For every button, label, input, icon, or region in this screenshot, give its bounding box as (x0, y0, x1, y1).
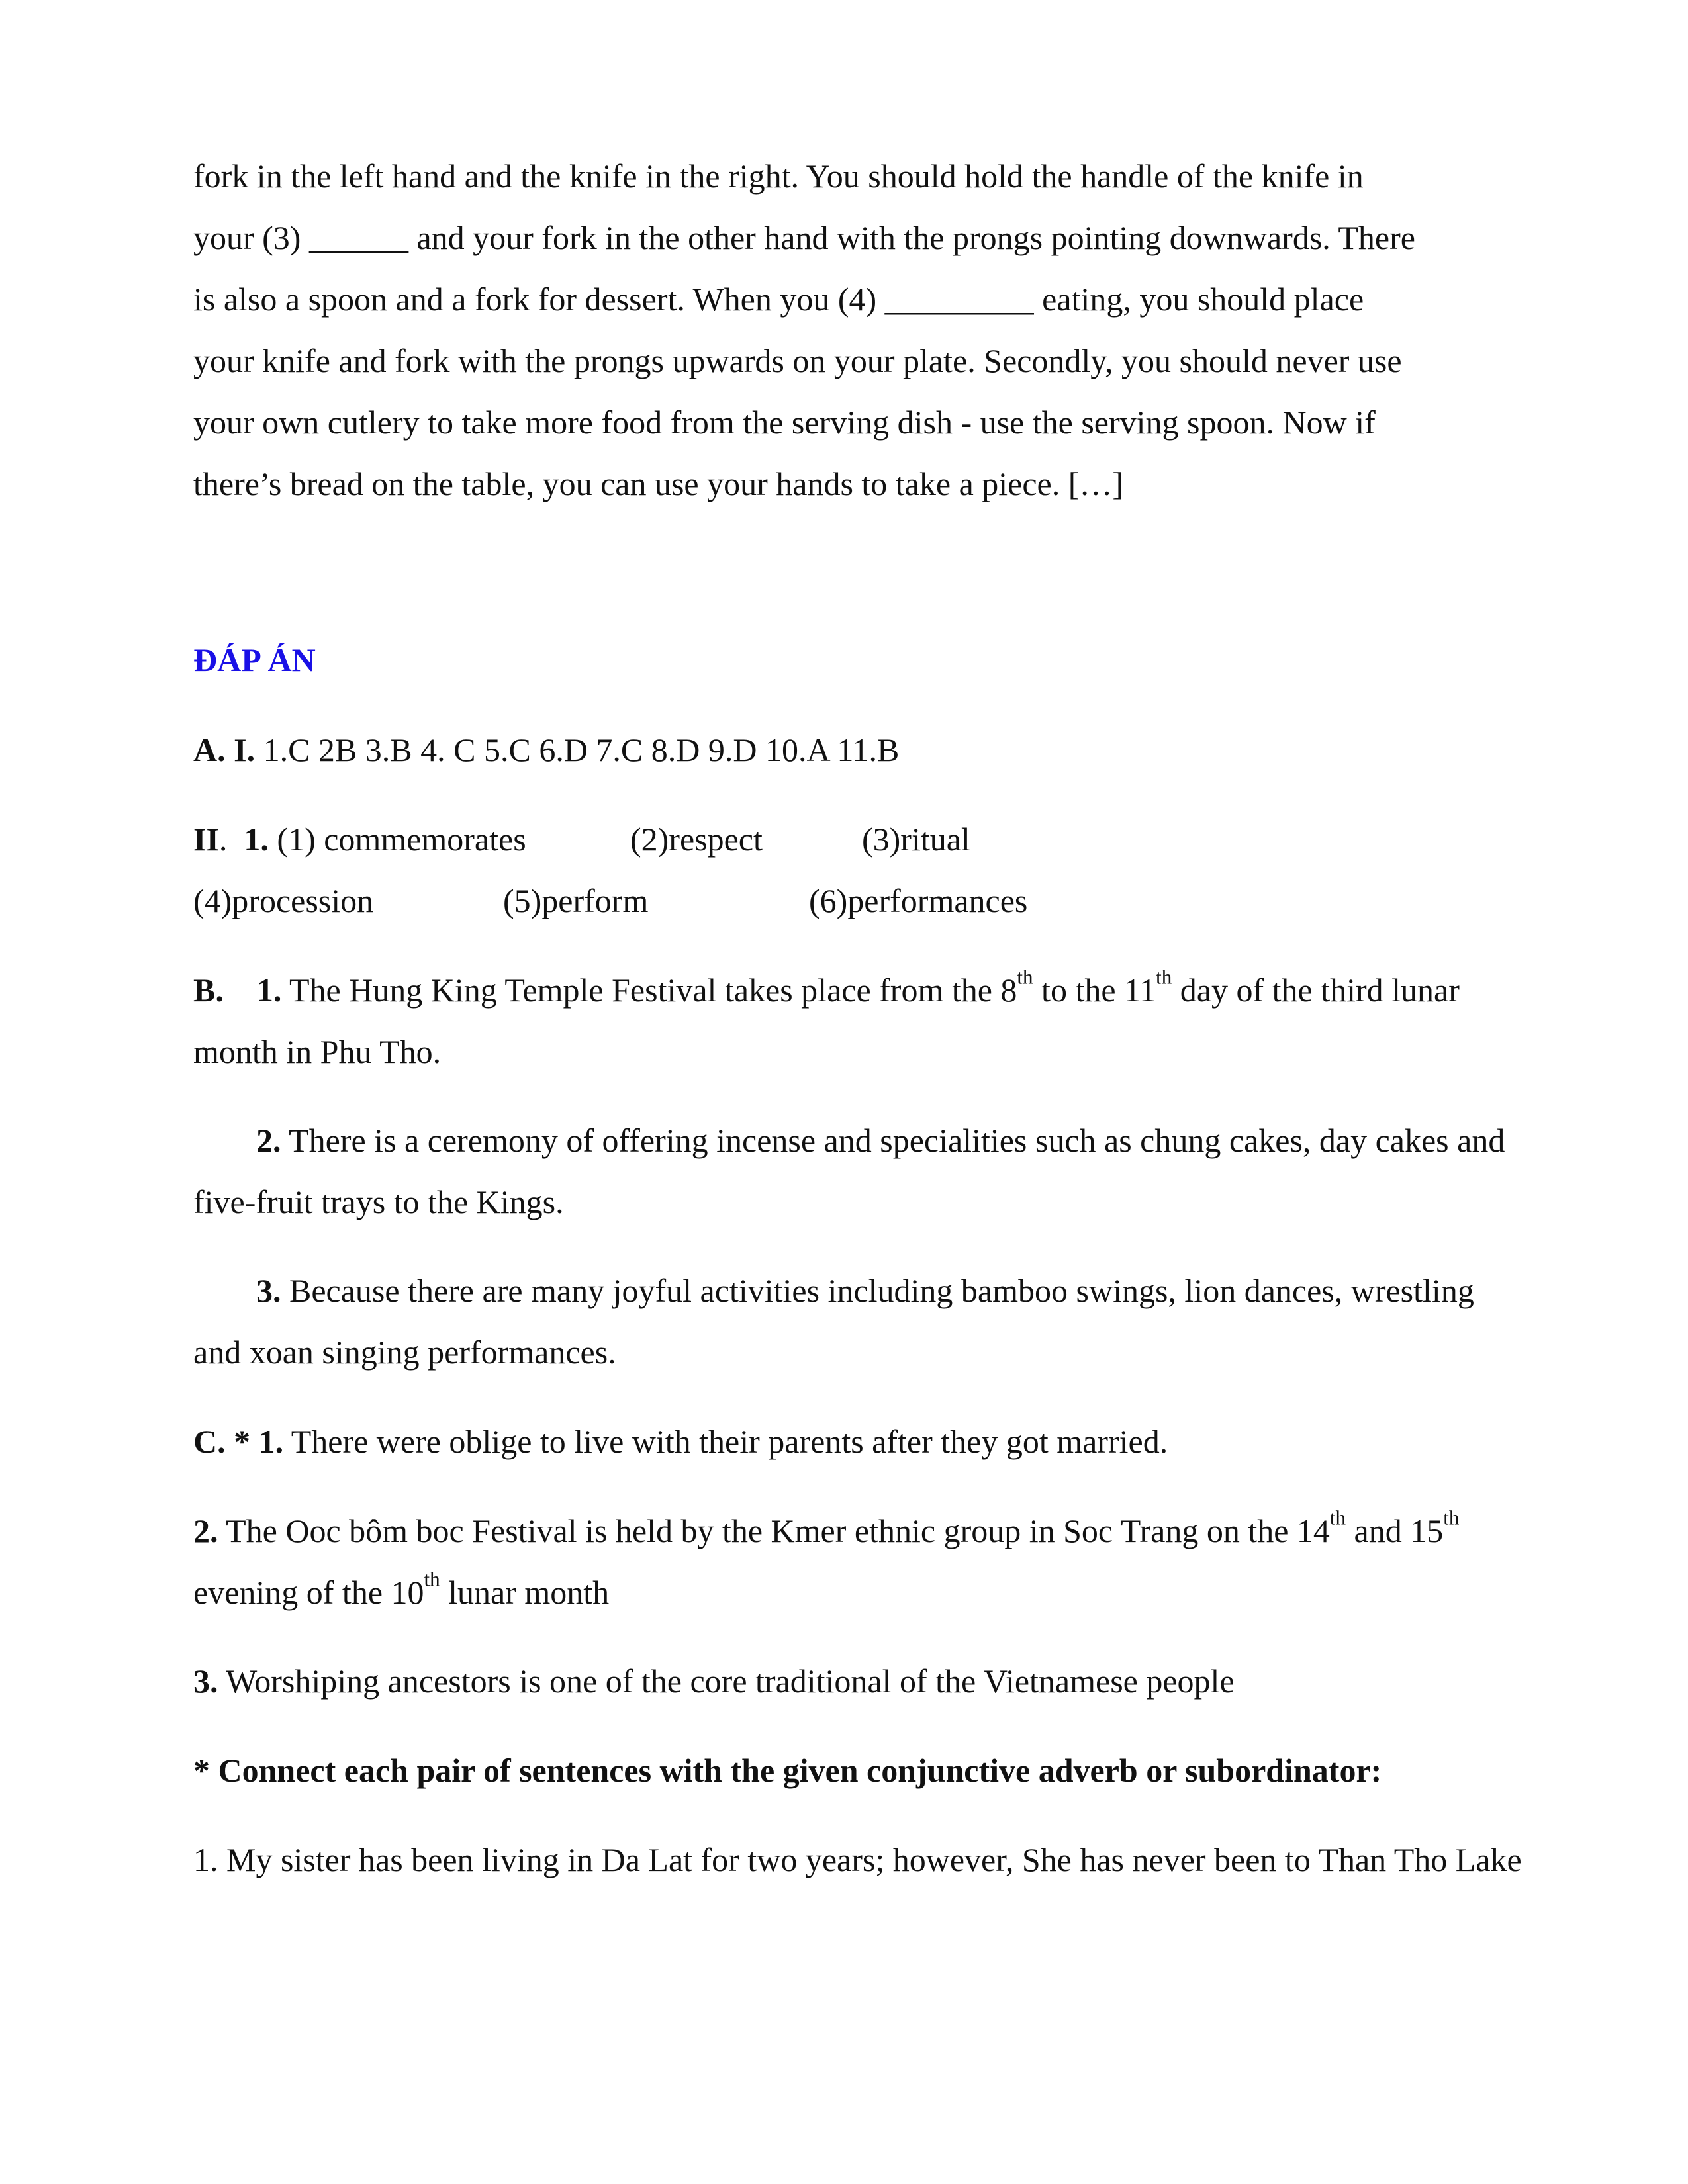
section-ii-answer: (6)performances (809, 882, 1028, 919)
reading-passage (193, 146, 1524, 515)
section-ii-header (193, 809, 526, 870)
section-ii-answer: (3)ritual (862, 821, 970, 858)
section-ii-answer: (1) commemorates (277, 821, 526, 858)
section-c-q2 (193, 1500, 1524, 1623)
section-ii-num: 1. (244, 821, 269, 858)
section-c-label: C. * 1. (193, 1423, 284, 1460)
section-c-q3 (193, 1651, 1524, 1712)
question-number: 3. (256, 1272, 281, 1309)
question-number: 1. (256, 972, 282, 1009)
answer-text: The Hung King Temple Festival takes place from the 8 (281, 972, 1017, 1009)
answer-key-heading: ĐÁP ÁN (193, 641, 316, 678)
section-a-items: 1.C 2B 3.B 4. C 5.C 6.D 7.C 8.D 9.D 10.A 11.B (263, 731, 900, 768)
section-b-q1 (193, 960, 1524, 1083)
ordinal-suffix: th (1443, 1506, 1460, 1529)
question-number: 2. (256, 1122, 281, 1159)
ordinal-suffix: th (1156, 965, 1172, 989)
answer-text: to the 11 (1033, 972, 1156, 1009)
connect-item-1: 1. My sister has been living in Da Lat for two years; however, She has never been to Than Tho Lake (193, 1841, 1522, 1878)
answer-text: Worshiping ancestors is one of the core traditional of the Vietnamese people (218, 1662, 1235, 1700)
answer-text: The Ooc bôm boc Festival is held by the Kmer ethnic group in Soc Trang on the 14 (218, 1512, 1330, 1549)
section-b-label: B. (193, 972, 224, 1009)
passage-line: there’s bread on the table, you can use your hands to take a piece. […] (193, 465, 1124, 502)
answer-text: lunar month (440, 1574, 610, 1611)
answer-text: There is a ceremony of offering incense and specialities such as chung cakes, day cakes and five-fruit trays to the Kings. (193, 1122, 1505, 1220)
answer-text: day of the third lunar month in Phu Tho. (193, 972, 1460, 1070)
answer-text: There were oblige to live with their parents after they got married. (283, 1423, 1168, 1460)
section-ii-label: II (193, 821, 219, 858)
section-c-q1 (193, 1411, 1524, 1473)
section-ii-answer: (5)perform (503, 882, 649, 919)
ordinal-suffix: th (1329, 1506, 1346, 1529)
answer-text: Because there are many joyful activities including bamboo swings, lion dances, wrestling and xoan singing performances. (193, 1272, 1474, 1371)
answer-text: and 15 (1346, 1512, 1444, 1549)
passage-line: your (3) ______ and your fork in the other hand with the prongs pointing downwards. There (193, 219, 1415, 256)
passage-line: your knife and fork with the prongs upwards on your plate. Secondly, you should never use (193, 342, 1402, 379)
section-ii-separator: . (218, 821, 244, 858)
section-ii-answer: (2)respect (630, 821, 763, 858)
ordinal-suffix: th (1017, 965, 1033, 989)
answer-text: evening of the 10 (193, 1574, 424, 1611)
section-b-q3 (193, 1260, 1524, 1383)
connect-heading: * Connect each pair of sentences with the given conjunctive adverb or subordinator: (193, 1752, 1382, 1789)
section-ii-answer: (4)procession (193, 882, 374, 919)
section-a-label: A. I. (193, 731, 256, 768)
question-number: 3. (193, 1662, 218, 1700)
ordinal-suffix: th (424, 1567, 440, 1591)
passage-line: is also a spoon and a fork for dessert. When you (4) _________ eating, you should place (193, 281, 1364, 318)
passage-line: fork in the left hand and the knife in the right. You should hold the handle of the knife in (193, 158, 1364, 195)
section-b-q2 (193, 1110, 1524, 1233)
question-number: 2. (193, 1512, 218, 1549)
section-a-answers (193, 719, 1524, 781)
passage-line: your own cutlery to take more food from the serving dish - use the serving spoon. Now if (193, 404, 1376, 441)
